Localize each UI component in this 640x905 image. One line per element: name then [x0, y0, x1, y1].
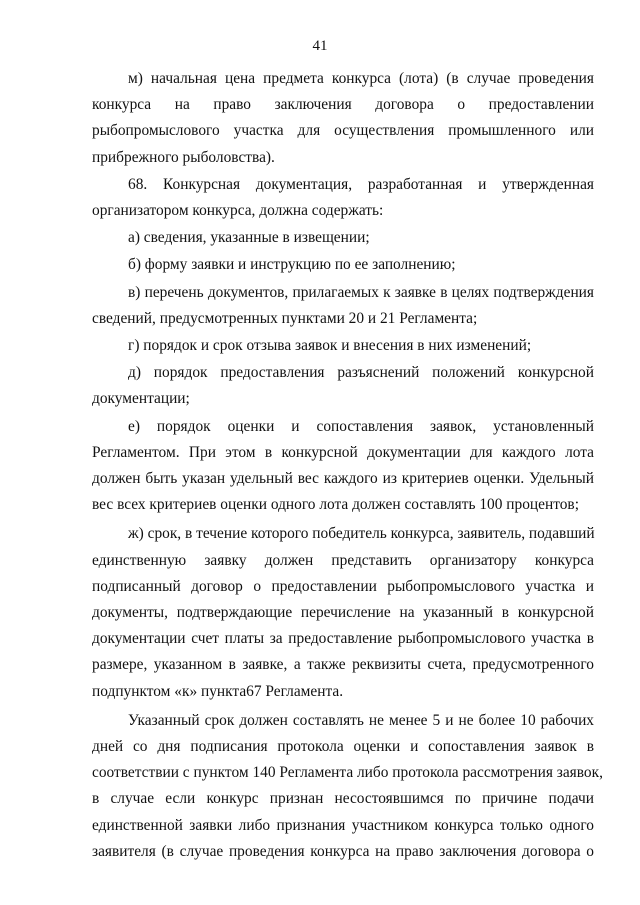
text-line: дней со дня подписания протокола оценки и сопоставления заявок в [92, 738, 594, 756]
text-line: единственную заявку должен представить организатору конкурса [92, 551, 594, 569]
paragraph-b [92, 252, 594, 278]
page-number: 41 [312, 38, 328, 54]
paragraph-a [92, 225, 594, 251]
text-line: Указанный срок должен составлять не менее 5 и не более 10 рабочих [128, 711, 594, 729]
text-line: д) порядок предоставления разъяснений положений конкурсной [128, 364, 594, 382]
text-line: размере, указанном в заявке, а также реквизиты счета, предусмотренного [92, 656, 594, 674]
paragraph-d [92, 360, 594, 412]
text-line: документации счет платы за предоставление рыбопромыслового участка в [92, 630, 594, 648]
paragraph-v [92, 280, 594, 332]
text-line: документации; [92, 390, 190, 408]
paragraph-g [92, 333, 594, 359]
paragraph-term [92, 708, 603, 865]
text-line: подписанный договор о предоставлении рыбопромыслового участка и [92, 577, 594, 595]
document-body [92, 66, 603, 865]
text-line: а) сведения, указанные в извещении; [128, 229, 370, 247]
text-line: б) форму заявки и инструкцию по ее заполнению; [128, 256, 456, 274]
text-line: должен быть указан удельный вес каждого из критериев оценки. Удельный [92, 470, 594, 488]
text-line: 68. Конкурсная документация, разработанная и утвержденная [128, 175, 594, 193]
text-line: в) перечень документов, прилагаемых к заявке в целях подтверждения [128, 283, 594, 301]
text-line: в случае если конкурс признан несостоявшимся по причине подачи [92, 790, 594, 808]
text-line: рыбопромыслового участка для осуществления промышленного или [92, 122, 594, 140]
text-line: ж) срок, в течение которого победитель конкурса, заявитель, подавший [128, 525, 595, 543]
text-line: подпунктом «к» пункта67 Регламента. [92, 682, 344, 700]
text-line: е) порядок оценки и сопоставления заявок, установленный [128, 417, 594, 435]
text-line: сведений, предусмотренных пунктами 20 и 21 Регламента; [92, 309, 478, 327]
text-line: Регламентом. При этом в конкурсной документации для каждого лота [92, 443, 594, 461]
text-line: вес всех критериев оценки одного лота должен составлять 100 процентов; [92, 496, 579, 514]
text-line: м) начальная цена предмета конкурса (лота) (в случае проведения [128, 70, 594, 87]
text-line: документы, подтверждающие перечисление на указанный в конкурсной [92, 604, 594, 622]
paragraph-m [92, 66, 594, 171]
text-line: единственной заявки либо признания участником конкурса только одного [92, 816, 594, 834]
text-line: соответствии с пунктом 140 Регламента либо протокола рассмотрения заявок, [92, 764, 603, 782]
paragraph-68 [92, 172, 594, 224]
text-line: прибрежного рыболовства). [92, 148, 275, 166]
paragraph-zh [92, 521, 594, 704]
text-line: г) порядок и срок отзыва заявок и внесения в них изменений; [128, 337, 532, 355]
text-line: конкурса на право заключения договора о предоставлении [92, 96, 594, 114]
text-line: организатором конкурса, должна содержать: [92, 202, 384, 220]
text-line: заявителя (в случае проведения конкурса на право заключения договора о [92, 842, 594, 860]
paragraph-e [92, 414, 594, 519]
